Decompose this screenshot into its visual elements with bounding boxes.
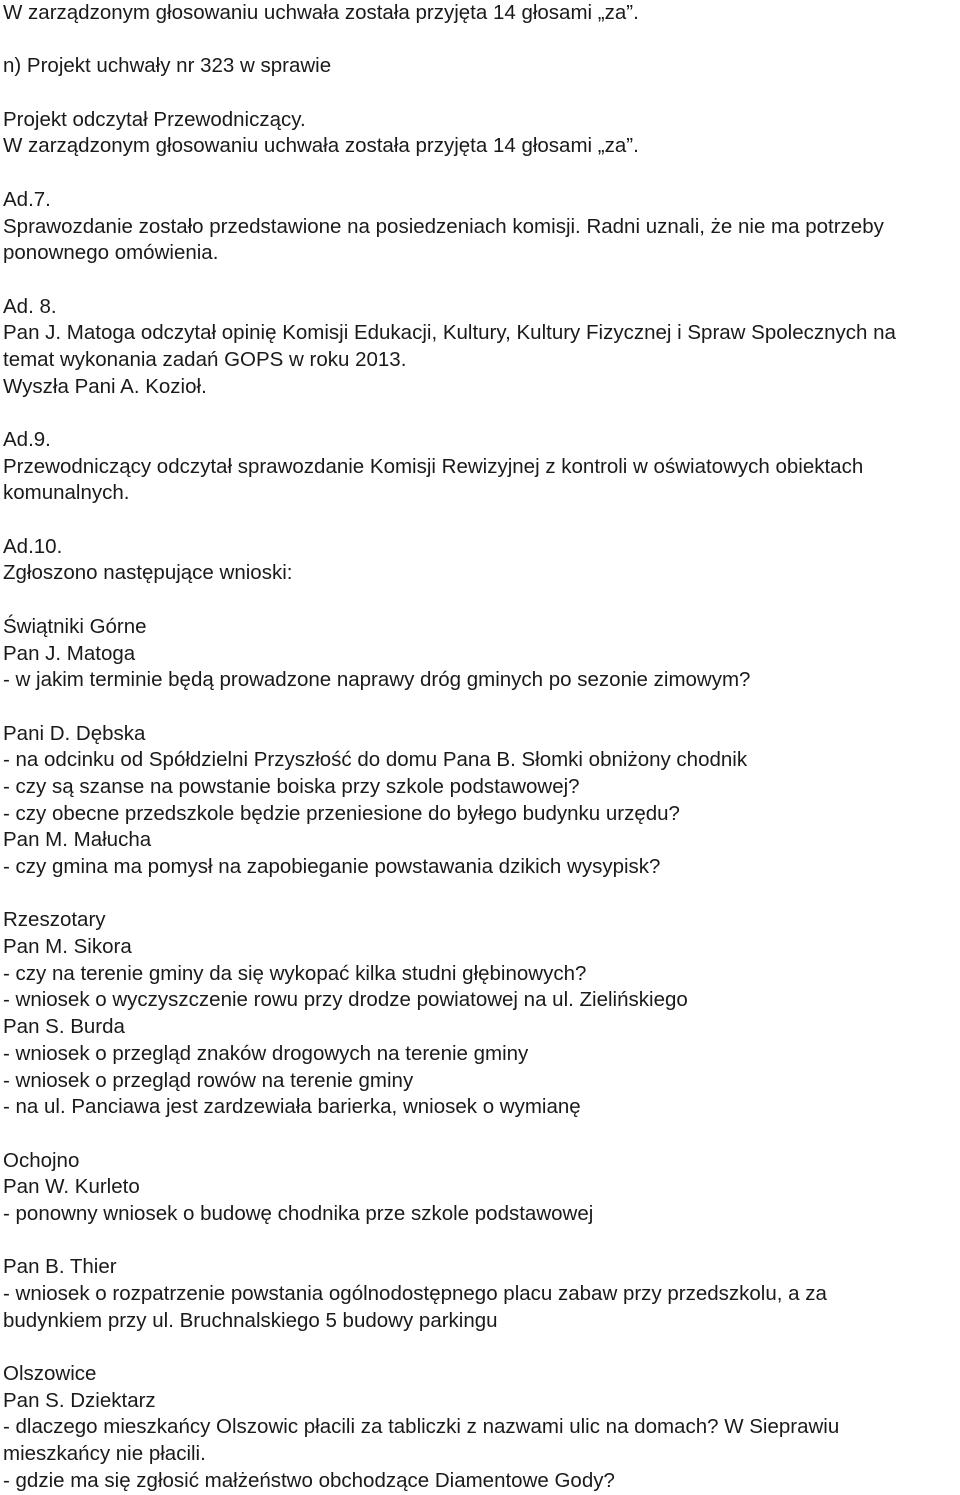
blank-line <box>3 160 958 187</box>
text-line: - gdzie ma się zgłosić małżeństwo obchodzące Diamentowe Gody? <box>3 1468 615 1492</box>
blank-line <box>3 507 958 534</box>
text-line: - czy są szanse na powstanie boiska przy szkole podstawowej? <box>3 774 580 798</box>
text-line: Wyszła Pani A. Kozioł. <box>3 374 207 398</box>
blank-line <box>3 80 958 107</box>
text-line: - w jakim terminie będą prowadzone naprawy dróg gminych po sezonie zimowym? <box>3 668 751 692</box>
text-line: ponownego omówienia. <box>3 241 219 265</box>
text-line: Pan S. Dziektarz <box>3 1388 156 1412</box>
blank-line <box>3 27 958 54</box>
text-line: - wniosek o przegląd rowów na terenie gminy <box>3 1068 414 1092</box>
text-line: - wniosek o rozpatrzenie powstania ogólnodostępnego placu zabaw przy przedszkolu, a za <box>3 1282 827 1305</box>
blank-line <box>3 587 958 614</box>
text-line: - czy gmina ma pomysł na zapobieganie powstawania dzikich wysypisk? <box>3 855 661 878</box>
blank-line <box>3 881 958 908</box>
text-line: Pan J. Matoga odczytał opinię Komisji Edukacji, Kultury, Kultury Fizycznej i Spraw Spolecznych na <box>3 321 896 345</box>
document-body <box>3 0 958 1495</box>
text-line: Ad.7. <box>3 187 51 211</box>
text-line: - dlaczego mieszkańcy Olszowic płacili za tabliczki z nazwami ulic na domach? W Sieprawiu <box>3 1415 840 1439</box>
text-line: W zarządzonym głosowaniu uchwała została przyjęta 14 głosami „za”. <box>3 134 639 158</box>
text-line: Świątniki Górne <box>3 614 147 638</box>
text-line: W zarządzonym głosowaniu uchwała została przyjęta 14 głosami „za”. <box>3 1 639 24</box>
blank-line <box>3 400 958 427</box>
text-line: Projekt odczytał Przewodniczący. <box>3 107 306 131</box>
text-line: Pan B. Thier <box>3 1255 117 1279</box>
text-line: temat wykonania zadań GOPS w roku 2013. <box>3 347 407 371</box>
text-line: Przewodniczący odczytał sprawozdanie Komisji Rewizyjnej z kontroli w oświatowych obiektach <box>3 454 864 478</box>
text-line: Pan S. Burda <box>3 1015 125 1039</box>
text-line: - wniosek o przegląd znaków drogowych na terenie gminy <box>3 1041 529 1065</box>
blank-line <box>3 1121 958 1148</box>
text-line: - czy na terenie gminy da się wykopać kilka studni głębinowych? <box>3 961 587 985</box>
text-line: Olszowice <box>3 1362 97 1386</box>
text-line: komunalnych. <box>3 481 130 505</box>
blank-line <box>3 1228 958 1255</box>
text-line: mieszkańcy nie płacili. <box>3 1442 206 1466</box>
text-line: Zgłoszono następujące wnioski: <box>3 561 293 585</box>
text-line: - wniosek o wyczyszczenie rowu przy drodze powiatowej na ul. Zielińskiego <box>3 988 688 1012</box>
blank-line <box>3 267 958 294</box>
text-line: n) Projekt uchwały nr 323 w sprawie <box>3 54 332 78</box>
blank-line <box>3 694 958 721</box>
text-line: Pan J. Matoga <box>3 641 136 665</box>
text-line: Rzeszotary <box>3 908 106 932</box>
text-line: Ad.10. <box>3 534 63 558</box>
text-line: Pan W. Kurleto <box>3 1175 140 1199</box>
text-line: Ad. 8. <box>3 294 57 318</box>
blank-line <box>3 1334 958 1361</box>
text-line: - czy obecne przedszkole będzie przeniesione do byłego budynku urzędu? <box>3 801 680 825</box>
text-line: Pan M. Małucha <box>3 828 152 852</box>
text-line: Pan M. Sikora <box>3 935 132 959</box>
text-line: - na ul. Panciawa jest zardzewiała barierka, wniosek o wymianę <box>3 1095 581 1119</box>
text-line: Pani D. Dębska <box>3 721 146 745</box>
text-line: - ponowny wniosek o budowę chodnika prze szkole podstawowej <box>3 1201 594 1225</box>
text-line: - na odcinku od Spółdzielni Przyszłość do domu Pana B. Słomki obniżony chodnik <box>3 748 748 772</box>
text-line: budynkiem przy ul. Bruchnalskiego 5 budowy parkingu <box>3 1308 498 1332</box>
text-line: Ochojno <box>3 1148 80 1172</box>
text-line: Sprawozdanie zostało przedstawione na posiedzeniach komisji. Radni uznali, że nie ma potrzeby <box>3 214 884 238</box>
text-line: Ad.9. <box>3 428 51 451</box>
